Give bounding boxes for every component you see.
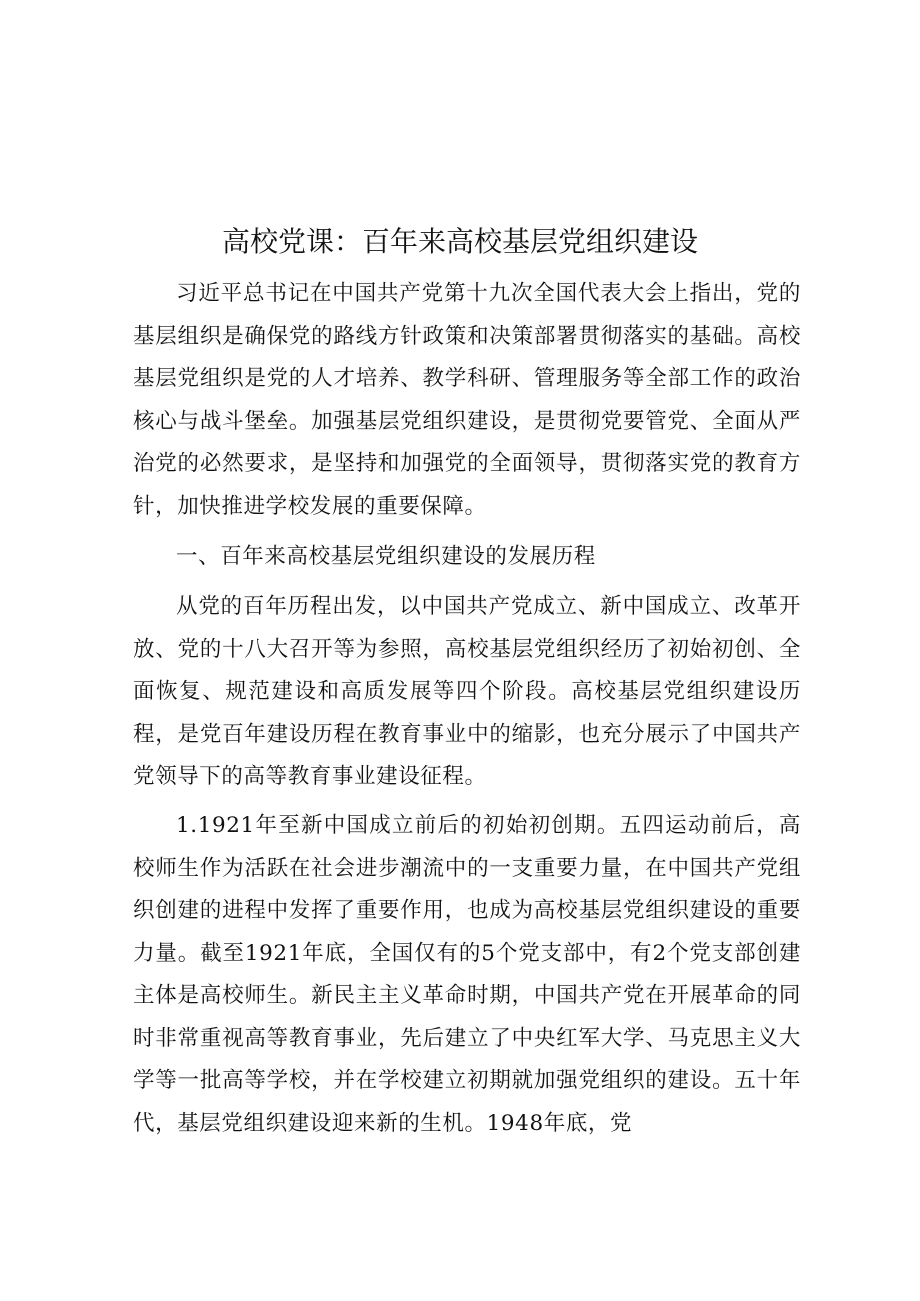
document-title: 高校党课：百年来高校基层党组织建设 — [221, 225, 698, 258]
section-heading: 一、百年来高校基层党组织建设的发展历程 — [176, 544, 596, 569]
history-overview-paragraph: 从党的百年历程出发，以中国共产党成立、新中国成立、改革开放、党的十八大召开等为参照，高校基层党组织经历了初始初创、全面恢复、规范建设和高质发展等四个阶段。高校基层党组织建设历程，是党百年建设历程在教育事业中的缩影，也充分展示了中国共产党领导下的高等教育事业建设征程。 — [133, 594, 801, 789]
founding-period-paragraph: 1.1921年至新中国成立前后的初始初创期。五四运动前后，高校师生作为活跃在社会进步潮流中的一支重要力量，在中国共产党组织创建的进程中发挥了重要作用，也成为高校基层党组织建设的重要力量。截至1921年底，全国仅有的5个党支部中，有2个党支部创建主体是高校师生。新民主主义革命时期，中国共产党在开展革命的同时非常重视高等教育事业，先后建立了中央红军大学、马克思主义大学等一批高等学校，并在学校建立初期就加强党组织的建设。五十年代，基层党组织建设迎来新的生机。1948年底，党 — [133, 813, 801, 1136]
intro-paragraph: 习近平总书记在中国共产党第十九次全国代表大会上指出，党的基层组织是确保党的路线方针政策和决策部署贯彻落实的基础。高校基层党组织是党的人才培养、教学科研、管理服务等全部工作的政治核心与战斗堡垒。加强基层党组织建设，是贯彻党要管党、全面从严治党的必然要求，是坚持和加强党的全面领导，贯彻落实党的教育方针，加快推进学校发展的重要保障。 — [133, 281, 801, 519]
